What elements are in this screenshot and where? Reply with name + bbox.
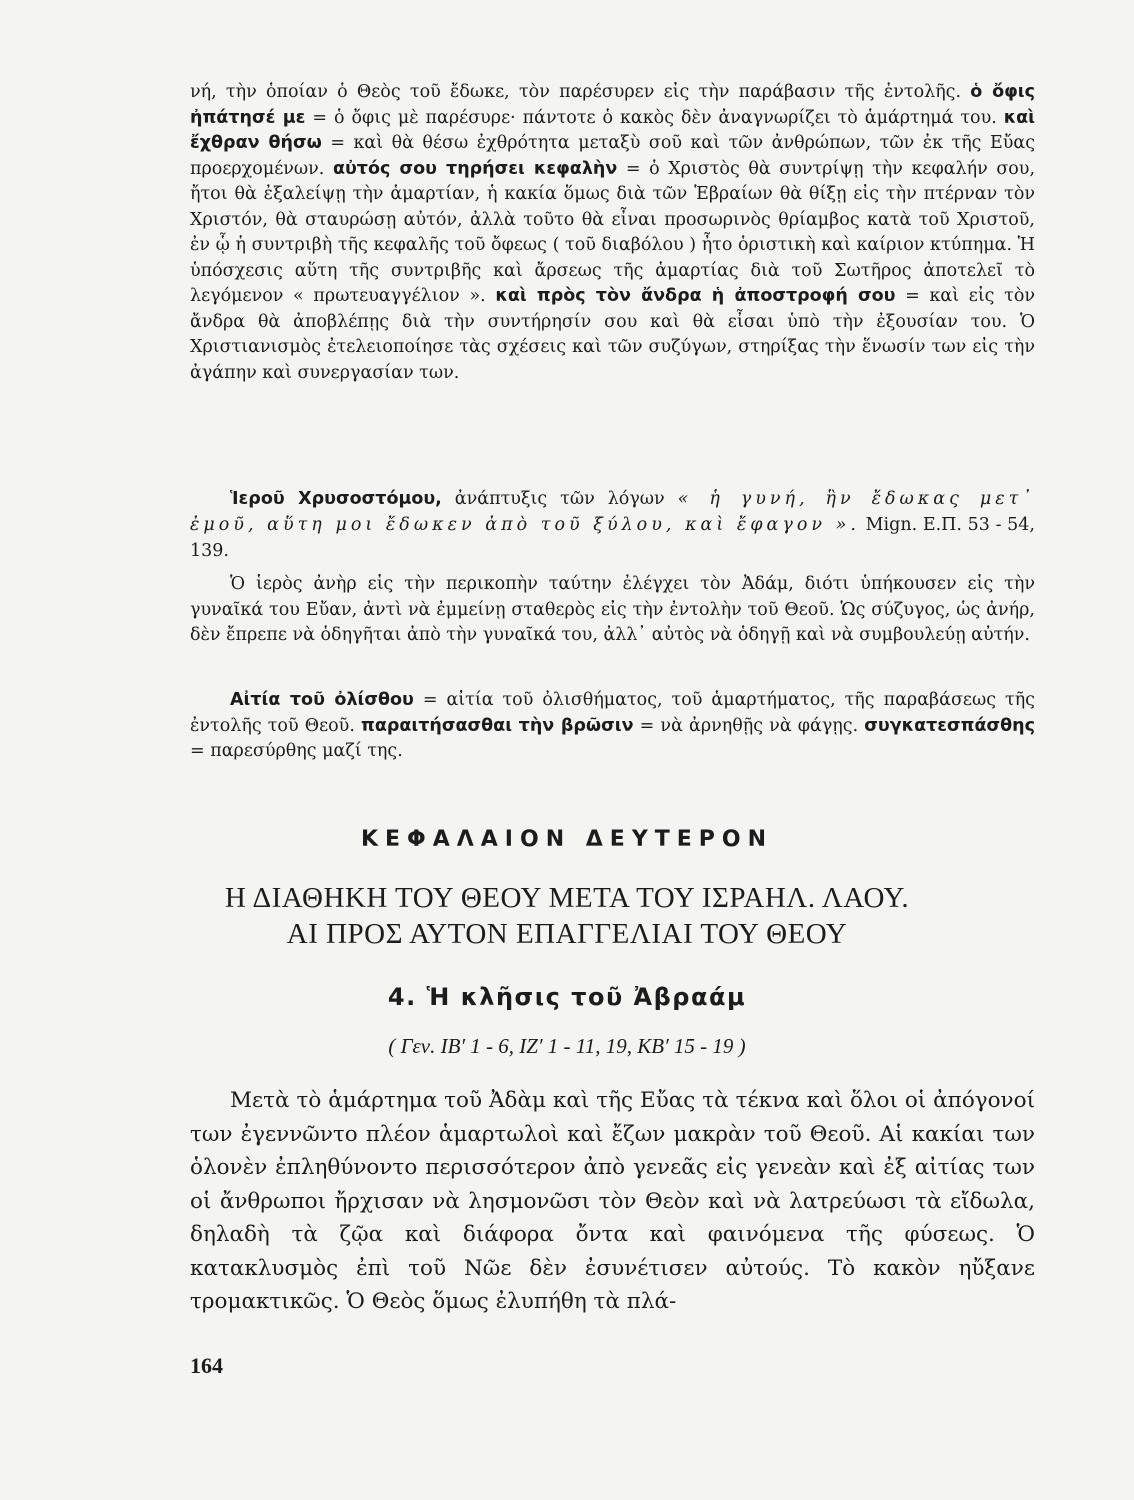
- gloss-text: = καὶ εἰς τὸν ἄνδρα θὰ ἀποβλέπῃς διὰ τὴν συντήρησίν σου καὶ θὰ εἶσαι ὑπὸ τὴν ἐξουσίαν του. Ὁ Χριστιανισμὸς ἐτελειοποίησε τὰς σχέσεις καὶ τῶν συζύγων, στηρίξας τὴν ἕνωσίν των εἰς τὴν ἀγάπην καὶ συνεργασίαν των.: [190, 286, 1035, 383]
- gloss-text: = αἰτία τοῦ ὀλισθήματος, τοῦ ἁμαρτήματος, τῆς παραβάσεως τῆς ἐντολῆς τοῦ Θεοῦ.: [190, 690, 1035, 736]
- gloss-term: καὶ ἔχθραν θήσω: [190, 107, 1035, 153]
- section-heading: 4. Ἡ κλῆσις τοῦ Ἀβραάμ: [387, 983, 747, 1011]
- gloss-text: = ὁ Χριστὸς θὰ συντρίψῃ τὴν κεφαλήν σου, ἤτοι θὰ ἐξαλείψῃ τὴν ἁμαρτίαν, ἡ κακία ὅμως διὰ τῶν Ἑβραίων θὰ θίξῃ εἰς τὴν πτέρναν τὸν Χριστόν, θὰ σταυρώσῃ αὐτόν, ἀλλὰ τοῦτο θὰ εἶναι προσωρινὸς θρίαμβος κατὰ τοῦ Χριστοῦ, ἐν ᾧ ἡ συντριβὴ τῆς κεφαλῆς τοῦ ὄφεως ( τοῦ διαβόλου ) ἦτο ὁριστικὴ καὶ καίριον κτύπημα. Ἡ ὑπόσχεσις αὕτη τῆς συντριβῆς καὶ ἄρσεως τῆς ἁμαρτίας διὰ τοῦ Σωτῆρος ἀποτελεῖ τὸ λεγόμενον « πρωτευαγγέλιον ».: [190, 158, 1036, 306]
- gloss-paragraph: [190, 80, 1035, 386]
- commentary-paragraph: Ὁ ἱερὸς ἀνὴρ εἰς τὴν περικοπὴν ταύτην ἐλέγχει τὸν Ἀδάμ, διότι ὑπήκουσεν εἰς τὴν γυναῖκά του Εὔαν, ἀντὶ νὰ ἐμμείνῃ σταθερὸς εἰς τὴν ἐντολὴν τοῦ Θεοῦ. Ὡς σύζυγος, ὡς ἀνήρ, δὲν ἔπρεπε νὰ ὁδηγῆται ἀπὸ τὴν γυναῖκά του, ἀλλ᾽ αὐτὸς νὰ ὁδηγῇ καὶ νὰ συμβουλεύῃ αὐτήν.: [190, 574, 1035, 645]
- scripture-quote: « ἡ γυνή, ἣν ἔδωκας μετ᾽ ἐμοῦ, αὕτη μοι ἔδωκεν ἀπὸ τοῦ ξύλου, καὶ ἔφαγον ».: [190, 489, 1036, 535]
- chapter-heading: ΚΕΦΑΛΑΙΟΝ ΔΕΥΤΕΡΟΝ: [360, 827, 774, 852]
- gloss-text: = νὰ ἀρνηθῇς νὰ φάγῃς.: [633, 715, 865, 736]
- chapter-title-line-2: ΑΙ ΠΡΟΣ ΑΥΤΟΝ ΕΠΑΓΓΕΛΙΑΙ ΤΟΥ ΘΕΟΥ: [286, 918, 848, 950]
- citation-text: ἀνάπτυξις τῶν λόγων: [441, 489, 678, 509]
- gloss-text: = παρεσύρθης μαζί της.: [190, 741, 403, 761]
- gloss-term: Αἰτία τοῦ ὀλίσθου: [230, 690, 414, 710]
- gloss-paragraph-2: [190, 688, 1035, 765]
- chapter-title-line-1: Η ΔΙΑΘΗΚΗ ΤΟΥ ΘΕΟΥ ΜΕΤΑ ΤΟΥ ΙΣΡΑΗΛ. ΛΑΟΥ.: [224, 882, 910, 914]
- body-paragraph: Μετὰ τὸ ἁμάρτημα τοῦ Ἀδὰμ καὶ τῆς Εὔας τὰ τέκνα καὶ ὅλοι οἱ ἀπόγονοί των ἐγεννῶντο πλέον ἁμαρτωλοὶ καὶ ἔζων μακρὰν τοῦ Θεοῦ. Αἱ κακίαι των ὁλονὲν ἐπληθύνοντο περισσότερον ἀπὸ γενεᾶς εἰς γενεὰν καὶ ἐξ αἰτίας των οἱ ἄνθρωποι ἤρχισαν νὰ λησμονῶσι τὸν Θεὸν καὶ νὰ λατρεύωσι τὰ εἴδωλα, δηλαδὴ τὰ ζῷα καὶ διάφορα ὄντα καὶ φαινόμενα τῆς φύσεως. Ὁ κατακλυσμὸς ἐπὶ τοῦ Νῶε δὲν ἐσυνέτισεν αὐτούς. Τὸ κακὸν ηὔξανε τρομακτικῶς. Ὁ Θεὸς ὅμως ἐλυπήθη τὰ πλά-: [190, 1088, 1035, 1314]
- gloss-term: ὁ ὄφις ἠπάτησέ με: [190, 82, 1035, 128]
- page-number: 164: [190, 1353, 223, 1378]
- gloss-term: συγκατεσπάσθης: [864, 715, 1035, 736]
- gloss-text: νή, τὴν ὁποίαν ὁ Θεὸς τοῦ ἔδωκε, τὸν παρέσυρεν εἰς τὴν παράβασιν τῆς ἐντολῆς.: [190, 82, 971, 102]
- scripture-reference: ( Γεν. ΙΒ′ 1 - 6, ΙΖ′ 1 - 11, 19, ΚΒ′ 15 - 19 ): [388, 1034, 746, 1058]
- chrysostom-citation: [190, 486, 1035, 564]
- gloss-term: αὐτός σου τηρήσει κεφαλὴν: [332, 158, 618, 179]
- gloss-text: = ὁ ὄφις μὲ παρέσυρε· πάντοτε ὁ κακὸς δὲν ἀναγνωρίζει τὸ ἁμάρτημά του.: [305, 107, 1004, 128]
- citation-source: Mign. Ε.Π. 53 - 54, 139.: [190, 515, 1035, 561]
- gloss-term: παραιτήσασθαι τὴν βρῶσιν: [361, 715, 634, 736]
- chapter-title: [0, 880, 1134, 952]
- author-name: Ἱεροῦ Χρυσοστόμου,: [230, 489, 442, 509]
- gloss-term: καὶ πρὸς τὸν ἄνδρα ἡ ἀποστροφή σου: [495, 286, 896, 306]
- gloss-text: = καὶ θὰ θέσω ἐχθρότητα μεταξὺ σοῦ καὶ τῶν ἀνθρώπων, τῶν ἐκ τῆς Εὔας προερχομένων.: [190, 133, 1035, 179]
